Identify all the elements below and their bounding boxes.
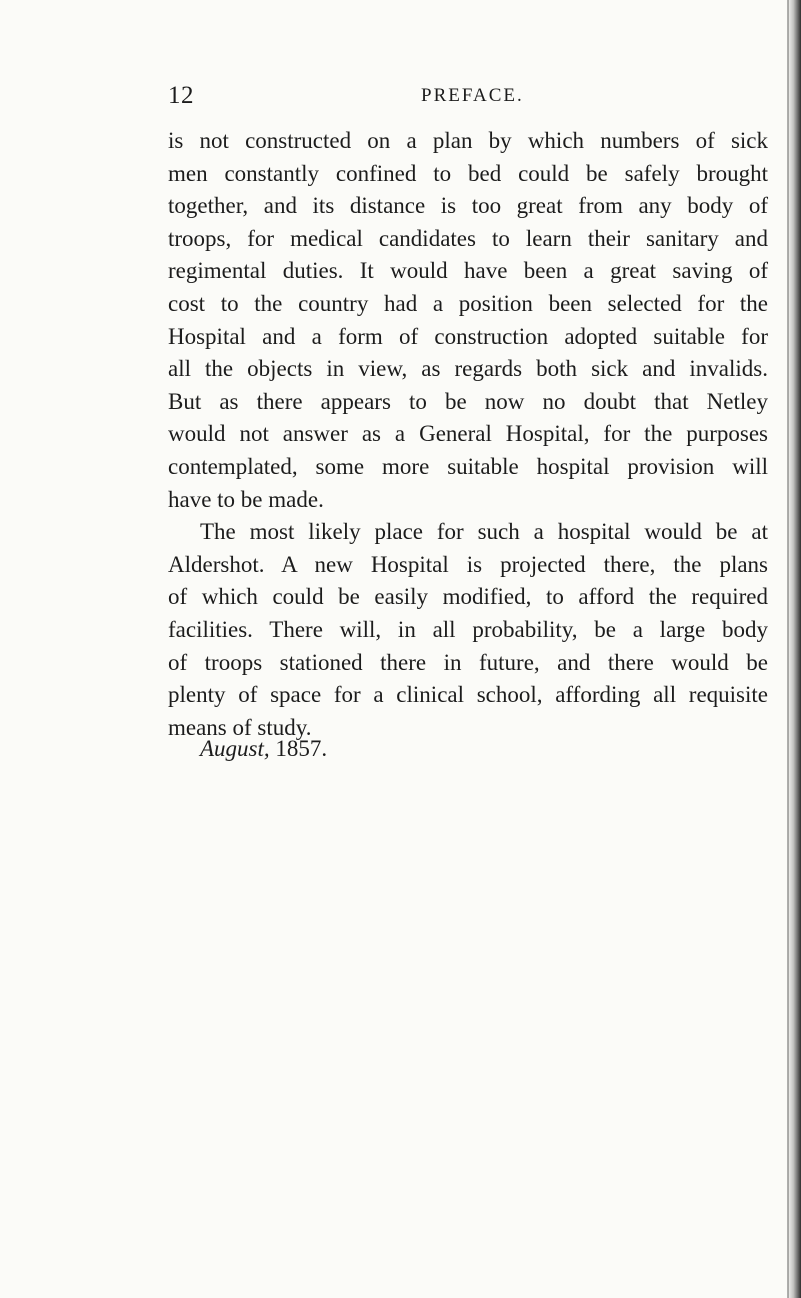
dateline-year: 1857. bbox=[275, 736, 328, 761]
page-number: 12 bbox=[168, 82, 194, 109]
page-edge-line bbox=[787, 0, 789, 1298]
text-line: of troops stationed there in future, and there would be bbox=[168, 649, 768, 675]
body-text bbox=[168, 125, 768, 744]
text-line: men constantly confined to bed could be safely brought bbox=[168, 160, 768, 186]
text-line: is not constructed on a plan by which numbers of sick bbox=[168, 128, 768, 153]
text-line: But as there appears to be now no doubt that Netley bbox=[168, 388, 768, 414]
text-line: regimental duties. It would have been a great saving of bbox=[168, 258, 768, 284]
dateline-month: August, bbox=[200, 736, 270, 761]
dateline bbox=[200, 736, 327, 762]
text-line: plenty of space for a clinical school, affording all requisite bbox=[168, 682, 768, 708]
text-line: of which could be easily modified, to afford the required bbox=[168, 584, 768, 610]
text-line: contemplated, some more suitable hospital provision will bbox=[168, 453, 768, 479]
text-line: facilities. There will, in all probability, be a large body bbox=[168, 616, 768, 642]
text-line: would not answer as a General Hospital, for the purposes bbox=[168, 421, 768, 447]
text-line: Hospital and a form of construction adopted suitable for bbox=[168, 323, 768, 349]
page-edge-shadow bbox=[787, 0, 801, 1298]
text-line: troops, for medical candidates to learn their sanitary and bbox=[168, 225, 768, 251]
text-line: means of study. bbox=[168, 714, 312, 740]
page-header bbox=[168, 82, 728, 118]
text-line: together, and its distance is too great from any body of bbox=[168, 193, 768, 219]
text-line: have to be made. bbox=[168, 486, 324, 512]
text-line: all the objects in view, as regards both sick and invalids. bbox=[168, 356, 768, 382]
text-line: Aldershot. A new Hospital is projected there, the plans bbox=[168, 551, 768, 577]
text-line: The most likely place for such a hospital would be at bbox=[200, 519, 768, 545]
text-line: cost to the country had a position been selected for the bbox=[168, 290, 768, 316]
running-head: PREFACE. bbox=[421, 85, 524, 106]
